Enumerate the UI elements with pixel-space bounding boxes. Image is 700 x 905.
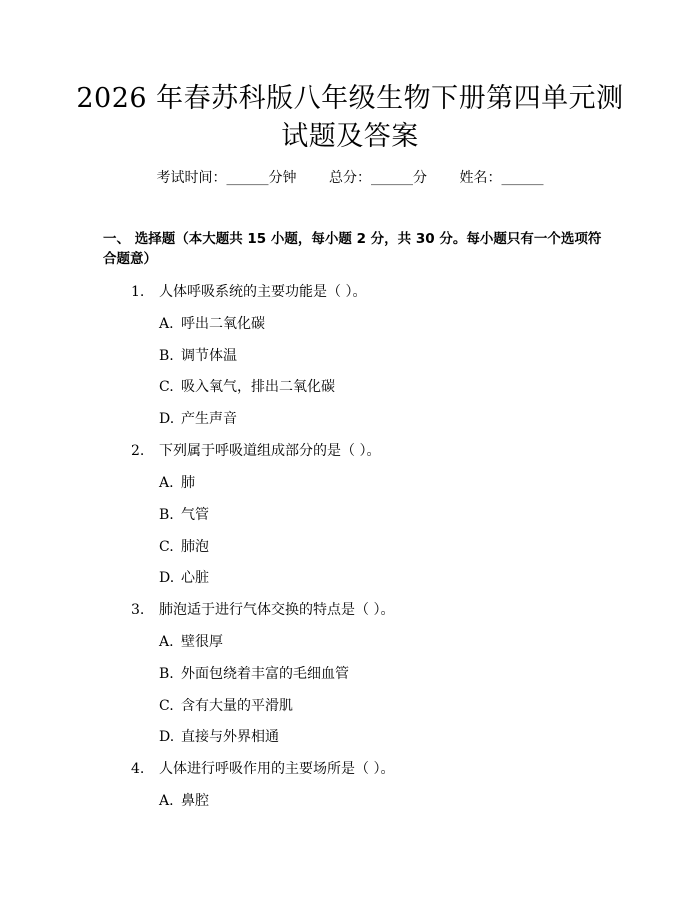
student-name-field: 姓名：______ — [459, 170, 544, 186]
option-letter: B. — [159, 507, 174, 523]
option-text: 心脏 — [181, 570, 209, 586]
question-3-option-a — [159, 632, 223, 652]
option-letter: A. — [159, 316, 174, 332]
question-2-option-c — [159, 537, 209, 557]
question-1-option-b — [159, 346, 237, 366]
question-text: 肺泡适于进行气体交换的特点是（ ）。 — [159, 602, 395, 618]
option-letter: A. — [159, 793, 174, 809]
option-letter: D. — [159, 411, 175, 427]
option-letter: C. — [159, 698, 174, 714]
option-text: 含有大量的平滑肌 — [181, 698, 293, 714]
question-2-option-b — [159, 505, 209, 525]
document-title-line-1: 2026 年春苏科版八年级生物下册第四单元测 — [76, 83, 624, 114]
question-4 — [131, 759, 394, 779]
document-title-line-2: 试题及答案 — [281, 121, 419, 152]
question-3-option-d — [159, 727, 279, 747]
question-3 — [131, 600, 394, 620]
question-1-option-d — [159, 409, 237, 429]
option-letter: B. — [159, 348, 174, 364]
question-text: 人体进行呼吸作用的主要场所是（ ）。 — [159, 761, 395, 777]
total-score-field: 总分：______分 — [329, 170, 427, 186]
option-text: 外面包绕着丰富的毛细血管 — [181, 666, 349, 682]
question-2-option-a — [159, 473, 195, 493]
option-text: 直接与外界相通 — [181, 729, 279, 745]
exam-info-line — [0, 168, 700, 188]
section-heading-line-1: 一、 选择题（本大题共 15 小题，每小题 2 分，共 30 分。每小题只有一个选项符 — [103, 231, 602, 247]
option-letter: C. — [159, 539, 174, 555]
question-2 — [131, 441, 380, 461]
question-number: 4. — [131, 761, 145, 777]
question-2-option-d — [159, 568, 209, 588]
option-text: 产生声音 — [181, 411, 237, 427]
question-4-option-a — [159, 791, 209, 811]
option-text: 调节体温 — [181, 348, 237, 364]
option-text: 吸入氧气，排出二氧化碳 — [181, 379, 335, 395]
question-3-option-c — [159, 696, 293, 716]
option-letter: C. — [159, 379, 174, 395]
question-1-option-c — [159, 377, 335, 397]
question-number: 1. — [131, 284, 145, 300]
question-1 — [131, 282, 366, 302]
option-letter: A. — [159, 475, 174, 491]
option-letter: D. — [159, 570, 175, 586]
question-3-option-b — [159, 664, 349, 684]
option-letter: B. — [159, 666, 174, 682]
section-heading — [103, 229, 603, 269]
option-text: 壁很厚 — [181, 634, 223, 650]
option-text: 肺泡 — [181, 539, 209, 555]
option-text: 肺 — [181, 475, 195, 491]
question-1-option-a — [159, 314, 265, 334]
exam-time-field: 考试时间：______分钟 — [156, 170, 297, 186]
question-text: 下列属于呼吸道组成部分的是（ ）。 — [159, 443, 381, 459]
option-text: 气管 — [181, 507, 209, 523]
option-text: 呼出二氧化碳 — [181, 316, 265, 332]
question-number: 3. — [131, 602, 145, 618]
option-letter: A. — [159, 634, 174, 650]
option-text: 鼻腔 — [181, 793, 209, 809]
question-text: 人体呼吸系统的主要功能是（ ）。 — [159, 284, 367, 300]
option-letter: D. — [159, 729, 175, 745]
question-number: 2. — [131, 443, 145, 459]
section-heading-line-2: 合题意） — [103, 251, 157, 267]
